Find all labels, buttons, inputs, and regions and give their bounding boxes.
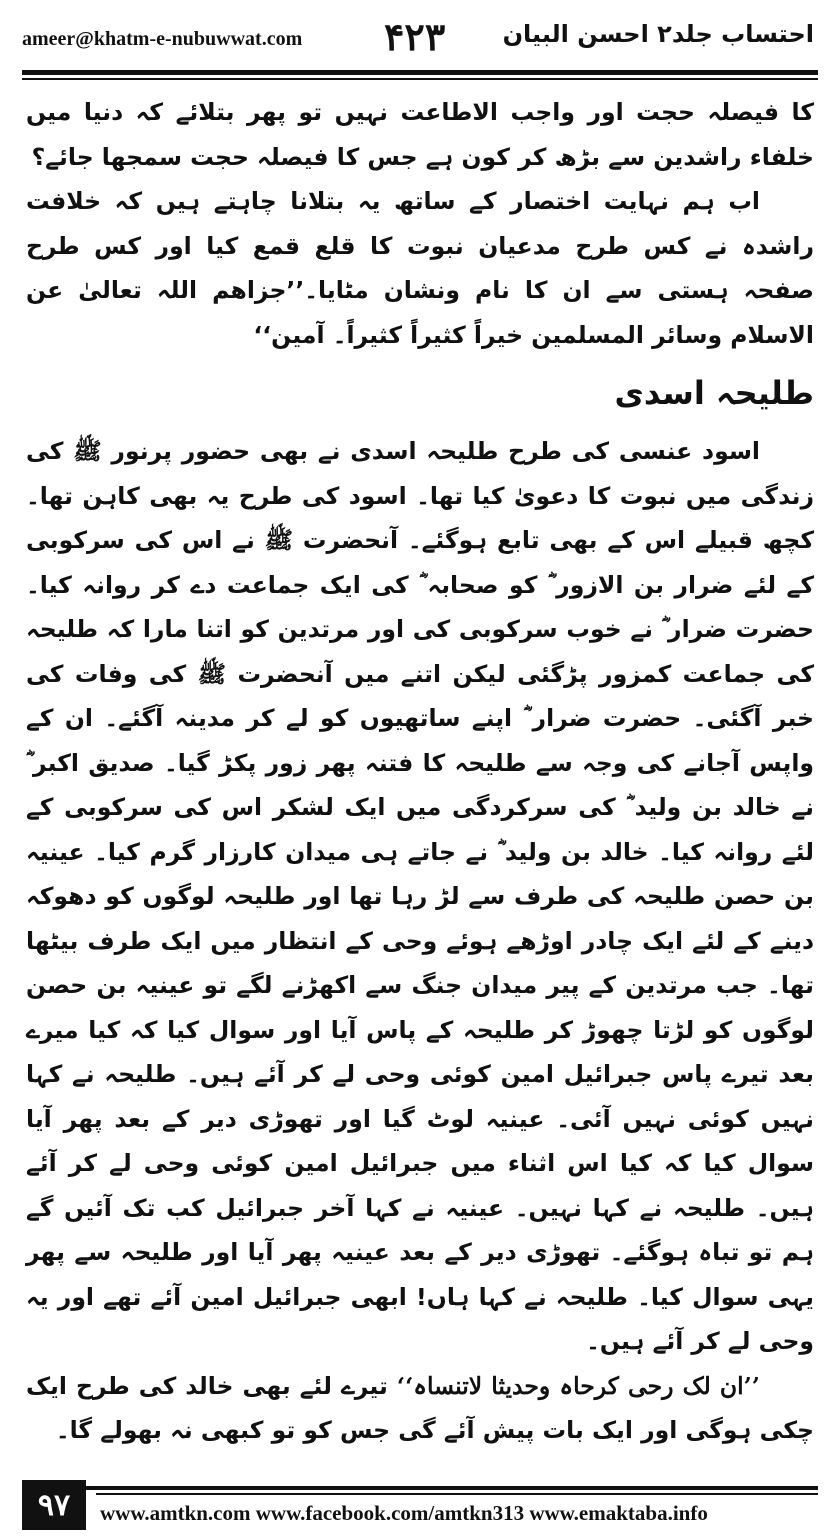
arabic-quote: ’’ان لک رحی کرحاہ وحدیثا لاتنساہ‘‘ xyxy=(396,1371,760,1400)
footer-urls: www.amtkn.com www.facebook.com/amtkn313 www.emaktaba.info xyxy=(100,1501,708,1525)
page-header xyxy=(0,0,840,90)
page-footer xyxy=(0,1480,840,1540)
footer-rule-thick xyxy=(22,1486,818,1490)
page-body xyxy=(26,90,814,1460)
section-heading: طلیحہ اسدی xyxy=(614,374,814,412)
footer-rule-thin xyxy=(96,1493,818,1495)
footer-page-number: ۹۷ xyxy=(22,1480,86,1530)
header-rule-thin xyxy=(22,78,818,80)
paragraph-4 xyxy=(26,1364,814,1453)
paragraph-2: اب ہم نہایت اختصار کے ساتھ یہ بتلانا چاہتے ہیں کہ خلافت راشدہ نے کس طرح مدعیان نبوت کا قلع قمع کیا اور کس طرح صفحہ ہستی سے ان کا نام ونشان مٹایا۔’’جزاھم اللہ تعالیٰ عن الاسلام وسائر المسلمین خیراً کثیراً کثیراً۔ آمین‘‘ xyxy=(26,187,814,349)
paragraph-4-text: تیرے لئے بھی خالد کی طرح ایک چکی ہوگی اور ایک بات پیش آئے گی جس کو تو کبھی نہ بھولے گا۔ xyxy=(26,1371,814,1444)
header-page-number: ۴۲۳ xyxy=(384,14,446,59)
header-email: ameer@khatm-e-nubuwwat.com xyxy=(22,28,303,50)
header-book-title: احتساب جلد۲ احسن البیان xyxy=(502,20,814,48)
paragraph-1: کا فیصلہ حجت اور واجب الاطاعت نہیں تو پھر بتلائے کہ دنیا میں خلفاء راشدین سے بڑھ کر کون ہے جس کا فیصلہ حجت سمجھا جائے؟ xyxy=(26,98,814,171)
paragraph-3: اسود عنسی کی طرح طلیحہ اسدی نے بھی حضور پرنور ﷺ کی زندگی میں نبوت کا دعویٰ کیا تھا۔ اسود کی طرح یہ بھی کاہن تھا۔ کچھ قبیلے اس کے بھی تابع ہوگئے۔ آنحضرت ﷺ نے اس کی سرکوبی کے لئے ضرار بن الازور ؓ کو صحابہ ؓ کی ایک جماعت دے کر روانہ کیا۔ حضرت ضرار ؓ نے خوب سرکوبی کی اور مرتدین کو اتنا مارا کہ طلیحہ کی جماعت کمزور پڑگئی لیکن اتنے میں آنحضرت ﷺ کی وفات کی خبر آگئی۔ حضرت ضرار ؓ اپنے ساتھیوں کو لے کر مدینہ آگئے۔ ان کے واپس آجانے کی وجہ سے طلیحہ کا فتنہ پھر زور پکڑ گیا۔ صدیق اکبر ؓ نے خالد بن ولید ؓ کی سرکردگی میں ایک لشکر اس کی سرکوبی کے لئے روانہ کیا۔ خالد بن ولید ؓ نے جاتے ہی میدان کارزار گرم کیا۔ عینیہ بن حصن طلیحہ کی طرف سے لڑ رہا تھا اور طلیحہ لوگوں کو دھوکہ دینے کے لئے ایک چادر اوڑھے ہوئے وحی کے انتظار میں ایک طرف بیٹھا تھا۔ جب مرتدین کے پیر میدان جنگ سے اکھڑنے لگے تو عینیہ بن حصن لوگوں کو لڑتا چھوڑ کر طلیحہ کے پاس آیا اور سوال کیا کہ کیا میرے بعد تیرے پاس جبرائیل امین کوئی وحی لے کر آئے ہیں۔ طلیحہ نے کہا نہیں کوئی نہیں آئی۔ عینیہ لوٹ گیا اور تھوڑی دیر کے بعد پھر آیا سوال کیا کہ کیا اس اثناء میں جبرائیل امین کوئی وحی لے کر آئے ہیں۔ طلیحہ نے کہا نہیں۔ عینیہ نے کہا آخر جبرائیل کب تک آئیں گے ہم تو تباہ ہوگئے۔ تھوڑی دیر کے بعد عینیہ پھر آیا اور طلیحہ سے پھر یہی سوال کیا۔ طلیحہ نے کہا ہاں! ابھی جبرائیل امین آئے تھے اور یہ وحی لے کر آئے ہیں۔ xyxy=(26,437,814,1355)
header-rule-thick xyxy=(22,70,818,75)
